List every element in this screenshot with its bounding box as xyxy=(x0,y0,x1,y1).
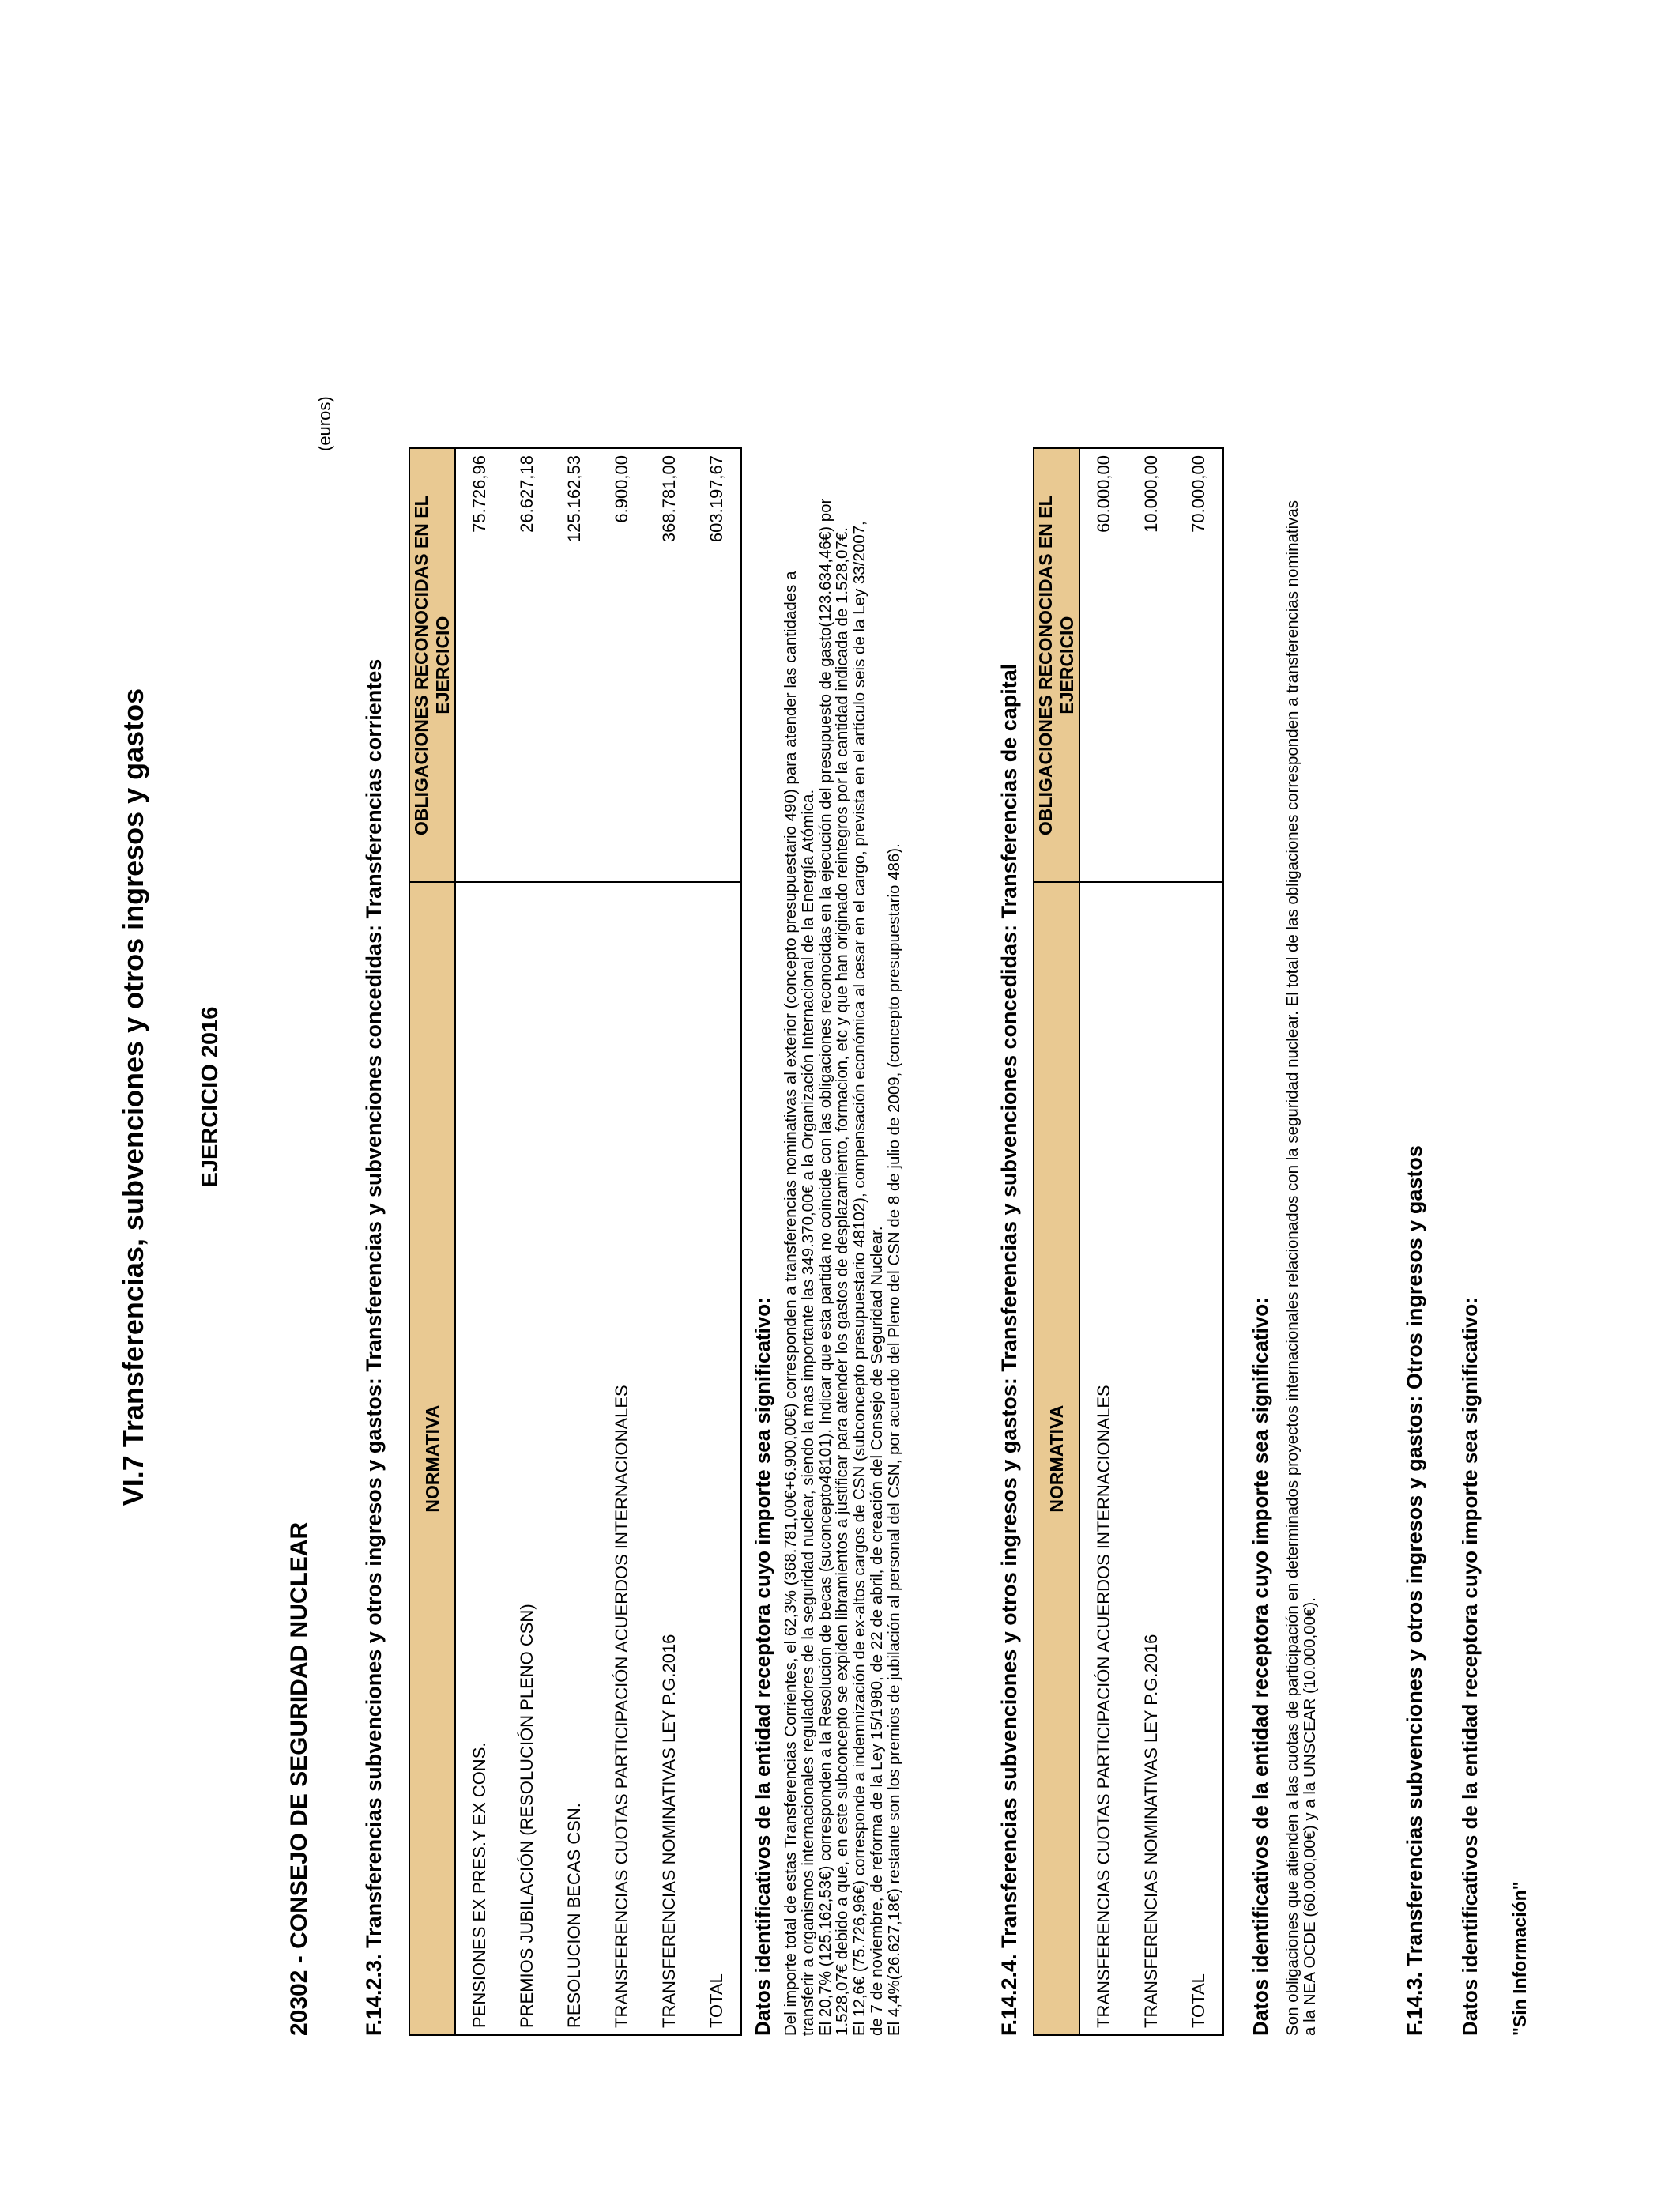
column-header-obligaciones: OBLIGACIONES RECONOCIDAS EN EL EJERCICIO xyxy=(1034,448,1079,882)
receptor-notes xyxy=(1284,500,1319,2036)
cell-importe: 125.162,53 xyxy=(551,448,598,882)
units-label: (euros) xyxy=(315,396,334,451)
cell-normativa: PREMIOS JUBILACIÓN (RESOLUCIÓN PLENO CSN) xyxy=(503,882,551,2035)
page-title: VI.7 Transferencias, subvenciones y otros ingresos y gastos xyxy=(117,688,149,1506)
column-header-normativa: NORMATIVA xyxy=(1034,882,1079,2035)
note-line: El 4,4%(26.627,18€) restante son los premios de jubilación al personal del CSN, por acuerdo del Pleno del CSN de 8 de julio de 2009, (concepto presupuestario 486). xyxy=(884,843,903,2036)
table-row xyxy=(1079,448,1128,2035)
cell-importe: 70.000,00 xyxy=(1175,448,1223,882)
cell-normativa: PENSIONES EX PRES.Y EX CONS. xyxy=(455,882,503,2035)
no-info-text: "Sin Información" xyxy=(1509,1881,1530,2036)
receptor-notes xyxy=(782,499,903,2036)
section-code: F.14.2.3. xyxy=(362,1954,386,2036)
cell-normativa: TRANSFERENCIAS NOMINATIVAS LEY P.G.2016 xyxy=(646,882,693,2035)
section-title-text: Transferencias subvenciones y otros ingresos y gastos: Otros ingresos y gastos xyxy=(1403,1145,1426,1972)
note-line: 1.528,07€ debido a que, en este subconcepto se expiden libramientos a justificar para atender los gastos de desplazamiento, formacion, etc y que han originado reintegros por la cantidad indicada de 1.528,07€. xyxy=(833,527,852,2036)
note-line: Son obligaciones que atienden a las cuotas de participación en determinados proyectos internacionales relacionados con la seguridad nuclear. El total de las obligaciones corresponden a transferencias nominativas xyxy=(1283,499,1301,2036)
table-row-total xyxy=(1175,448,1223,2035)
cell-importe: 10.000,00 xyxy=(1128,448,1175,882)
table-transferencias-corrientes xyxy=(409,447,742,2036)
section-title-otros-ingresos-gastos xyxy=(1403,1145,1427,2036)
table-row xyxy=(598,448,646,2035)
table-row xyxy=(646,448,693,2035)
cell-normativa: TRANSFERENCIAS CUOTAS PARTICIPACIÓN ACUERDOS INTERNACIONALES xyxy=(598,882,646,2035)
receptor-heading: Datos identificativos de la entidad receptora cuyo importe sea significativo: xyxy=(1249,1297,1272,2036)
section-code: F.14.3. xyxy=(1403,1971,1426,2036)
section-title-transferencias-corrientes xyxy=(362,659,386,2036)
table-row xyxy=(551,448,598,2035)
cell-importe: 603.197,67 xyxy=(693,448,741,882)
section-title-text: Transferencias subvenciones y otros ingresos y gastos: Transferencias y subvenciones concedidas: Transferencias corrientes xyxy=(362,658,386,1955)
note-line: Del importe total de estas Transferencias Corrientes, el 62,3% (368.781,00€+6.900,00€) corresponden a transferencias nominativas al exterior (concepto presupuestario 490) para atender las cantidades a xyxy=(782,571,800,2036)
cell-normativa: TRANSFERENCIAS CUOTAS PARTICIPACIÓN ACUERDOS INTERNACIONALES xyxy=(1079,882,1128,2035)
note-line: El 20,7% (125.162,53€) corresponden a la Resolución de becas (suconcepto48101). Indicar que esta partida no coincide con las obligaciones reconocidas en la ejecución del presupuesto de gasto(123.634,46€) por xyxy=(816,498,834,2036)
cell-importe: 368.781,00 xyxy=(646,448,693,882)
section-title-transferencias-capital xyxy=(997,664,1022,2036)
column-header-obligaciones: OBLIGACIONES RECONOCIDAS EN EL EJERCICIO xyxy=(409,448,455,882)
table-row xyxy=(1128,448,1175,2035)
cell-importe: 60.000,00 xyxy=(1079,448,1128,882)
exercise-year: EJERCICIO 2016 xyxy=(198,1006,223,1188)
table-row-total xyxy=(693,448,741,2035)
receptor-heading: Datos identificativos de la entidad receptora cuyo importe sea significativo: xyxy=(751,1297,774,2036)
column-header-normativa: NORMATIVA xyxy=(409,882,455,2035)
table-transferencias-capital xyxy=(1033,447,1224,2036)
receptor-heading: Datos identificativos de la entidad receptora cuyo importe sea significativo: xyxy=(1458,1297,1482,2036)
cell-normativa: TOTAL xyxy=(693,882,741,2035)
note-line: transferir a organismos internacionales reguladores de la seguridad nuclear, siendo la mas importante las 349.370,00€ a la Organización Internacional de la Energía Atómica. xyxy=(798,789,817,2036)
note-line: de 7 de noviembre, de reforma de la Ley 15/1980, de 22 de abril, de creación del Consejo de Seguridad Nuclear. xyxy=(867,1226,886,2036)
note-line: El 12,6€ (75.726,96€) corresponde a indemnización de ex-altos cargos de CSN (subconcepto presupuestario 48102), compensación económica al cesar en el cargo, prevista en el artículo seis de la Ley 33/2007, xyxy=(850,521,869,2036)
section-title-text: Transferencias subvenciones y otros ingresos y gastos: Transferencias y subvenciones concedidas: Transferencias de capital xyxy=(997,663,1021,1955)
table-row xyxy=(503,448,551,2035)
cell-importe: 6.900,00 xyxy=(598,448,646,882)
section-code: F.14.2.4. xyxy=(997,1954,1021,2036)
cell-importe: 26.627,18 xyxy=(503,448,551,882)
cell-normativa: TOTAL xyxy=(1175,882,1223,2035)
table-row xyxy=(455,448,503,2035)
note-line: a la NEA OCDE (60.000,00€) y a la UNSCEAR (10.000,00€). xyxy=(1300,1597,1319,2036)
cell-normativa: RESOLUCION BECAS CSN. xyxy=(551,882,598,2035)
cell-importe: 75.726,96 xyxy=(455,448,503,882)
entity-name: 20302 - CONSEJO DE SEGURIDAD NUCLEAR xyxy=(286,1521,312,2036)
cell-normativa: TRANSFERENCIAS NOMINATIVAS LEY P.G.2016 xyxy=(1128,882,1175,2035)
